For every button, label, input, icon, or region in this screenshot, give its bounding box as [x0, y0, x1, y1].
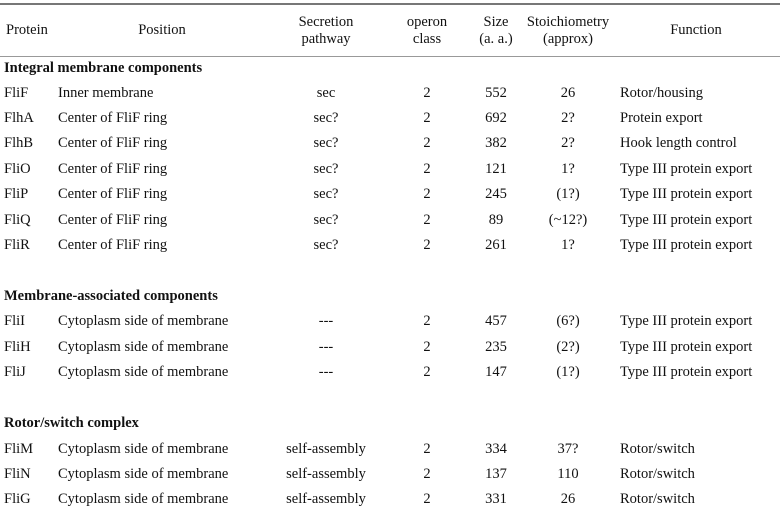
- cell-size: 89: [488, 211, 504, 228]
- cell-position: Center of FliF ring: [58, 211, 168, 228]
- cell-operon: 2: [423, 313, 431, 330]
- cell-size: 121: [485, 160, 507, 177]
- cell-protein: FliJ: [4, 364, 26, 381]
- cell-position: Cytoplasm side of membrane: [58, 440, 229, 457]
- cell-position: Center of FliF ring: [58, 110, 168, 127]
- cell-position: Center of FliF ring: [58, 135, 168, 152]
- cell-position: Cytoplasm side of membrane: [58, 338, 229, 355]
- cell-position: Inner membrane: [58, 84, 154, 101]
- cell-size: 245: [485, 186, 507, 203]
- cell-function: Rotor/housing: [620, 84, 703, 101]
- table-header: [0, 6, 780, 55]
- cell-stoichiometry: (~12?): [548, 211, 588, 228]
- cell-function: Type III protein export: [620, 160, 753, 177]
- cell-function: Protein export: [620, 110, 703, 127]
- cell-protein: FliP: [4, 186, 29, 203]
- cell-secretion: self-assembly: [286, 491, 366, 508]
- cell-protein: FliQ: [4, 211, 31, 228]
- cell-secretion: ---: [318, 364, 334, 381]
- section-heading: Integral membrane components: [4, 59, 203, 76]
- cell-stoichiometry: 26: [560, 84, 576, 101]
- cell-stoichiometry: (6?): [556, 313, 580, 330]
- cell-size: 235: [485, 338, 507, 355]
- table-row: [0, 232, 780, 257]
- cell-secretion: sec?: [313, 237, 339, 254]
- cell-protein: FliR: [4, 237, 30, 254]
- cell-operon: 2: [423, 338, 431, 355]
- header-function: Function: [670, 22, 722, 38]
- table-body: [0, 55, 780, 512]
- cell-operon: 2: [423, 186, 431, 203]
- cell-protein: FliO: [4, 160, 31, 177]
- cell-position: Center of FliF ring: [58, 160, 168, 177]
- cell-size: 457: [485, 313, 507, 330]
- cell-operon: 2: [423, 237, 431, 254]
- cell-stoichiometry: 37?: [557, 440, 579, 457]
- cell-size: 382: [485, 135, 507, 152]
- cell-protein: FliM: [4, 440, 34, 457]
- header-size-line2: (a. a.): [479, 30, 513, 47]
- cell-size: 334: [485, 440, 507, 457]
- cell-size: 137: [485, 465, 507, 482]
- header-stoichiometry: [524, 6, 612, 55]
- cell-function: Rotor/switch: [620, 440, 695, 457]
- cell-position: Cytoplasm side of membrane: [58, 364, 229, 381]
- cell-secretion: sec: [316, 84, 336, 101]
- cell-function: Type III protein export: [620, 237, 753, 254]
- header-secretion-line1: Secretion: [298, 13, 354, 30]
- cell-stoichiometry: (2?): [556, 338, 580, 355]
- table-row: [0, 334, 780, 359]
- table-row: [0, 487, 780, 512]
- header-operon-line2: class: [412, 30, 442, 47]
- cell-operon: 2: [423, 135, 431, 152]
- cell-operon: 2: [423, 110, 431, 127]
- cell-function: Hook length control: [620, 135, 737, 152]
- section-heading-row: [0, 55, 780, 80]
- section-heading-row: [0, 411, 780, 436]
- table-row: [0, 207, 780, 232]
- table-row: [0, 182, 780, 207]
- header-stoich-line2: (approx): [543, 30, 593, 47]
- cell-size: 261: [485, 237, 507, 254]
- cell-stoichiometry: (1?): [556, 364, 580, 381]
- cell-function: Rotor/switch: [620, 491, 695, 508]
- cell-stoichiometry: (1?): [556, 186, 580, 203]
- section-heading: Membrane-associated components: [4, 288, 218, 305]
- cell-secretion: sec?: [313, 135, 339, 152]
- section-heading-row: [0, 284, 780, 309]
- header-secretion-line2: pathway: [301, 30, 351, 47]
- cell-stoichiometry: 2?: [561, 135, 575, 152]
- cell-operon: 2: [423, 84, 431, 101]
- cell-secretion: self-assembly: [286, 440, 366, 457]
- header-secretion: [266, 6, 386, 55]
- cell-protein: FlhA: [4, 110, 34, 127]
- table-row: [0, 156, 780, 181]
- table-row: [0, 105, 780, 130]
- spacer-cell: [0, 385, 780, 411]
- cell-operon: 2: [423, 160, 431, 177]
- cell-secretion: ---: [318, 313, 334, 330]
- cell-position: Cytoplasm side of membrane: [58, 313, 229, 330]
- cell-operon: 2: [423, 211, 431, 228]
- cell-function: Type III protein export: [620, 211, 753, 228]
- cell-function: Type III protein export: [620, 313, 753, 330]
- cell-size: 331: [485, 491, 507, 508]
- cell-protein: FliH: [4, 338, 31, 355]
- spacer-cell: [0, 258, 780, 284]
- cell-protein: FliN: [4, 465, 31, 482]
- cell-function: Rotor/switch: [620, 465, 695, 482]
- section-heading: Rotor/switch complex: [4, 415, 139, 432]
- cell-size: 552: [485, 84, 507, 101]
- cell-position: Cytoplasm side of membrane: [58, 491, 229, 508]
- cell-secretion: ---: [318, 338, 334, 355]
- protein-table: [0, 6, 780, 512]
- cell-protein: FliI: [4, 313, 25, 330]
- header-protein: Protein: [6, 22, 48, 38]
- cell-secretion: sec?: [313, 211, 339, 228]
- table-row: [0, 131, 780, 156]
- cell-operon: 2: [423, 440, 431, 457]
- cell-position: Cytoplasm side of membrane: [58, 465, 229, 482]
- header-stoich-line1: Stoichiometry: [526, 13, 610, 30]
- section-spacer: [0, 385, 780, 411]
- table-row: [0, 461, 780, 486]
- cell-function: Type III protein export: [620, 186, 753, 203]
- header-operon-line1: operon: [406, 13, 448, 30]
- cell-size: 692: [485, 110, 507, 127]
- cell-protein: FlhB: [4, 135, 34, 152]
- cell-stoichiometry: 1?: [561, 160, 575, 177]
- table-row: [0, 360, 780, 385]
- top-rule: [0, 3, 780, 5]
- cell-size: 147: [485, 364, 507, 381]
- header-size: [468, 6, 524, 55]
- header-size-line1: Size: [483, 13, 509, 30]
- table-row: [0, 80, 780, 105]
- cell-secretion: sec?: [313, 110, 339, 127]
- cell-secretion: self-assembly: [286, 465, 366, 482]
- header-operon: [386, 6, 468, 55]
- cell-operon: 2: [423, 364, 431, 381]
- cell-protein: FliG: [4, 491, 31, 508]
- cell-position: Center of FliF ring: [58, 186, 168, 203]
- cell-stoichiometry: 26: [560, 491, 576, 508]
- header-position: Position: [138, 22, 186, 38]
- cell-stoichiometry: 2?: [561, 110, 575, 127]
- cell-secretion: sec?: [313, 186, 339, 203]
- cell-function: Type III protein export: [620, 338, 753, 355]
- cell-stoichiometry: 110: [557, 465, 579, 482]
- cell-position: Center of FliF ring: [58, 237, 168, 254]
- table-row: [0, 436, 780, 461]
- cell-function: Type III protein export: [620, 364, 753, 381]
- cell-operon: 2: [423, 465, 431, 482]
- cell-operon: 2: [423, 491, 431, 508]
- cell-secretion: sec?: [313, 160, 339, 177]
- cell-protein: FliF: [4, 84, 29, 101]
- section-spacer: [0, 258, 780, 284]
- cell-stoichiometry: 1?: [561, 237, 575, 254]
- table-row: [0, 309, 780, 334]
